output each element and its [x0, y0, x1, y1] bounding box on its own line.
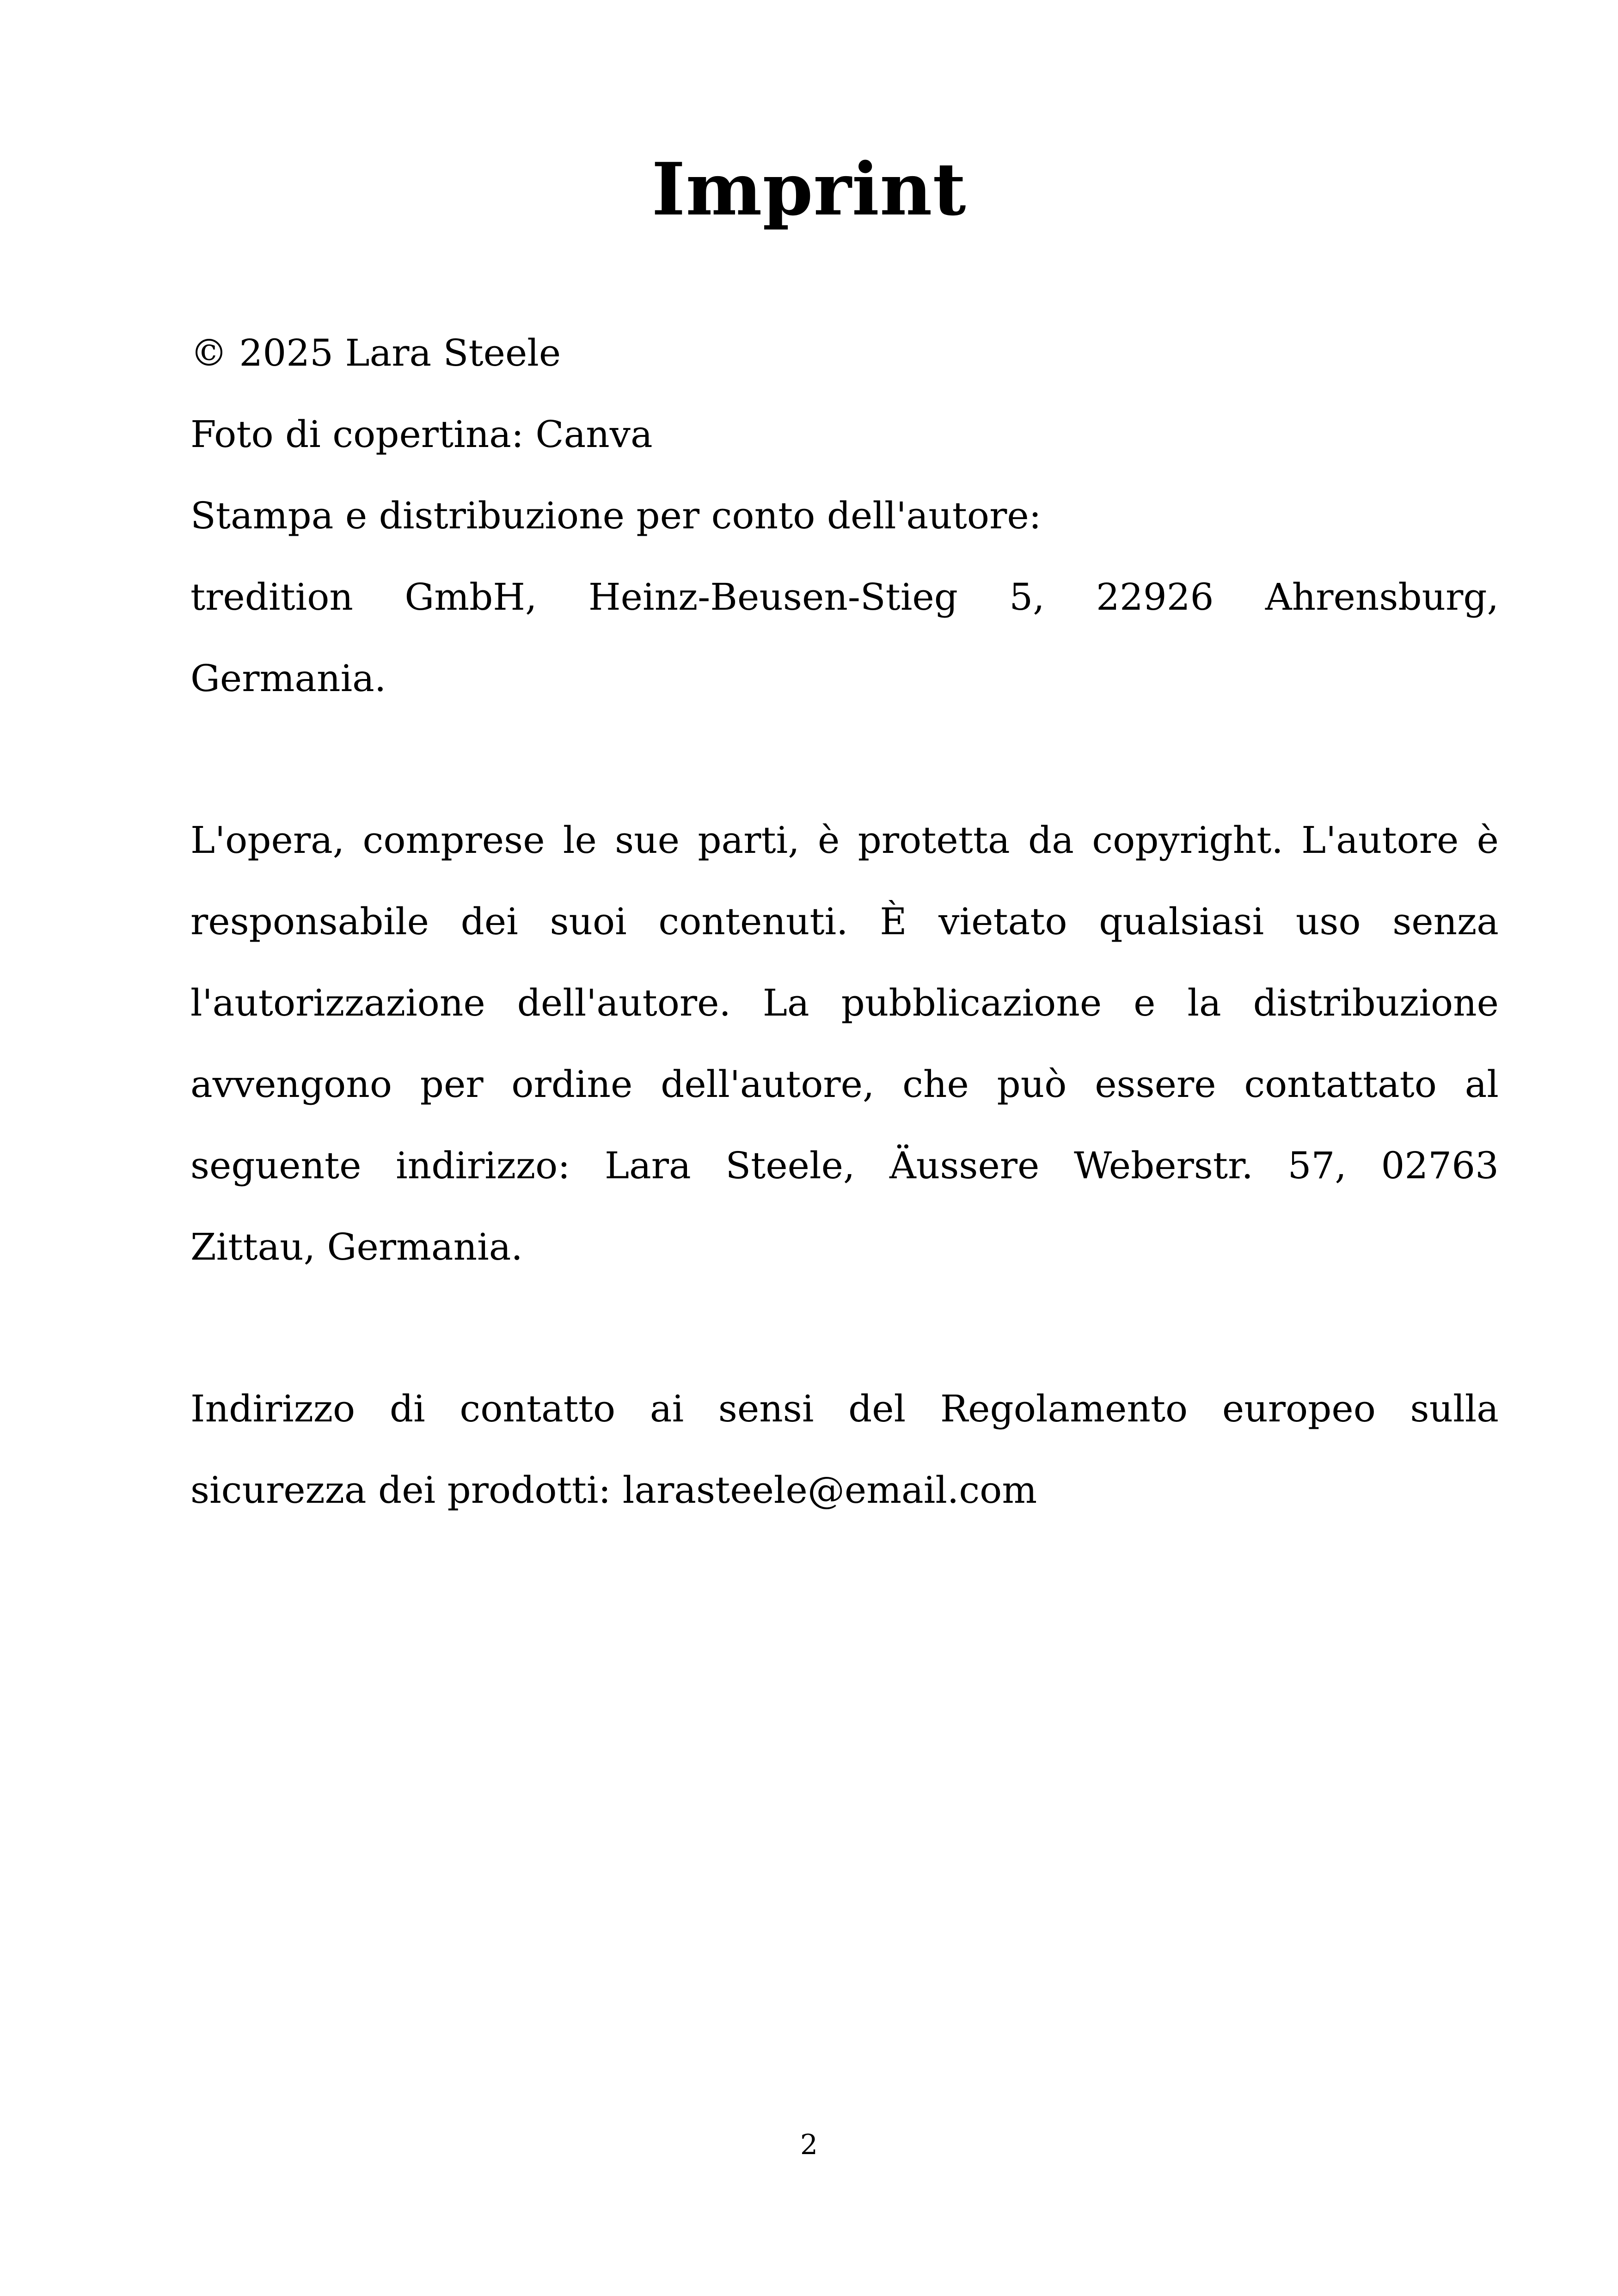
cover-photo-line: Foto di copertina: Canva [190, 413, 653, 456]
paragraph-line: Zittau, Germania. [190, 1225, 523, 1268]
paragraph-line: Indirizzo di contatto ai sensi del Regolamento europeo sulla [190, 1387, 1499, 1430]
imprint-details [190, 312, 1499, 719]
paragraph-line: avvengono per ordine dell'autore, che può essere contattato al [190, 1063, 1499, 1106]
contact-paragraph [190, 1368, 1499, 1531]
paragraph-line: seguente indirizzo: Lara Steele, Äussere Weberstr. 57, 02763 [190, 1144, 1499, 1187]
paragraph-line: responsabile dei suoi contenuti. È vietato qualsiasi uso senza [190, 900, 1499, 943]
publisher-country-line: Germania. [190, 657, 386, 700]
copyright-notice-paragraph [190, 800, 1499, 1288]
distribution-line: Stampa e distribuzione per conto dell'autore: [190, 494, 1042, 537]
contact-email-line: sicurezza dei prodotti: larasteele@email.com [190, 1469, 1037, 1512]
paragraph-line: l'autorizzazione dell'autore. La pubblicazione e la distribuzione [190, 981, 1499, 1024]
page-number: 2 [800, 2129, 818, 2161]
publisher-address-line: tredition GmbH, Heinz-Beusen-Stieg 5, 22926 Ahrensburg, [190, 576, 1499, 618]
page-title: Imprint [651, 147, 967, 232]
copyright-line: © 2025 Lara Steele [190, 331, 561, 374]
paragraph-line: L'opera, comprese le sue parti, è protetta da copyright. L'autore è [190, 819, 1499, 862]
